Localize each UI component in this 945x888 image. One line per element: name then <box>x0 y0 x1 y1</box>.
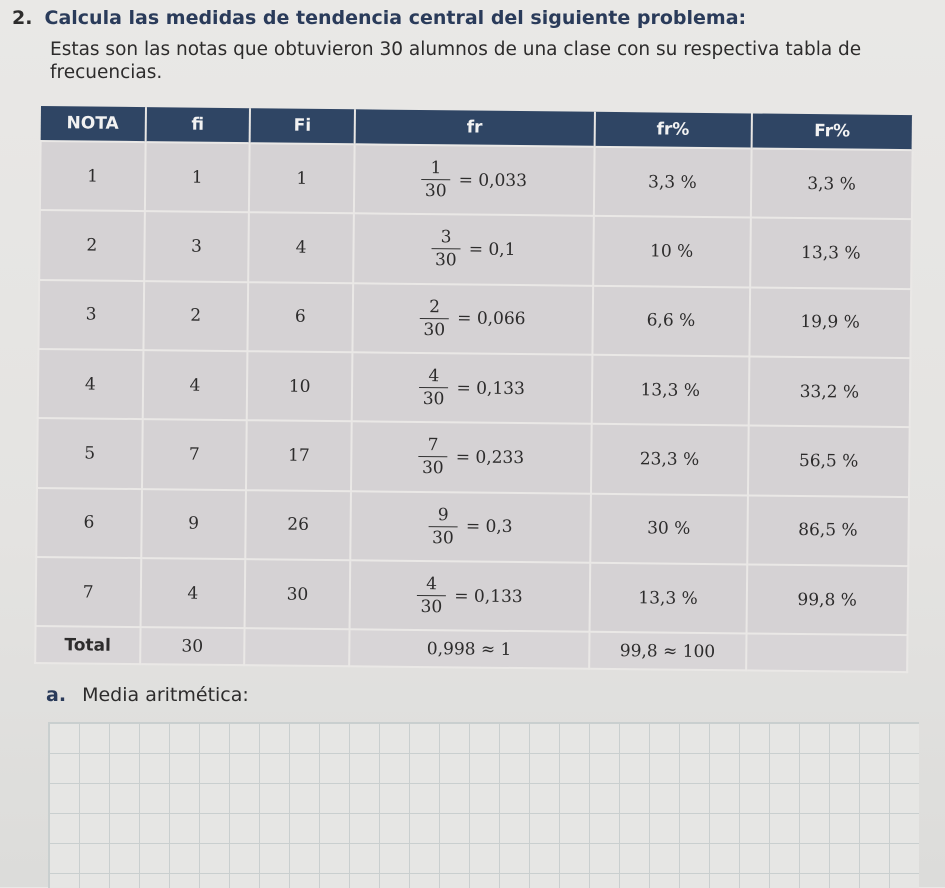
cell-nota: 3 <box>38 280 143 350</box>
problem-description: Estas son las notas que obtuvieron 30 alumnos de una clase con su respectiva tabla de frecuencias. <box>50 39 862 83</box>
fraction-expression <box>431 227 516 273</box>
problem-title: Calcula las medidas de tendencia central del siguiente problema: <box>44 7 747 29</box>
cell-Fr-percent: 13,3 % <box>750 218 912 289</box>
cell-fi: 7 <box>142 419 247 489</box>
fraction-numerator: 9 <box>437 504 449 526</box>
cell-nota: 4 <box>38 349 143 419</box>
header-fr-percent: fr% <box>594 112 751 149</box>
fraction-denominator: 30 <box>431 249 461 272</box>
fraction-numerator: 4 <box>426 574 438 595</box>
fraction <box>419 365 449 410</box>
cell-Fr-percent: 33,2 % <box>748 356 910 427</box>
cell-fr-percent: 13,3 % <box>591 355 749 426</box>
fraction-expression <box>416 573 522 619</box>
fraction-denominator: 30 <box>428 526 458 549</box>
cell-fr <box>349 560 590 632</box>
cell-fr <box>352 283 593 355</box>
cell-Fi: 30 <box>245 559 350 629</box>
table-total-row <box>35 626 907 672</box>
fraction-denominator: 30 <box>418 456 448 479</box>
frequency-table <box>34 106 914 673</box>
cell-fr-percent: 23,3 % <box>591 424 749 495</box>
table-row <box>39 210 912 288</box>
fraction-value: = 0,233 <box>455 447 525 469</box>
answer-grid-area[interactable] <box>48 722 919 888</box>
fraction-expression <box>418 434 524 480</box>
cell-Fi: 17 <box>246 420 351 490</box>
total-fr: 0,998 ≈ 1 <box>349 630 589 669</box>
fraction-expression <box>421 157 527 203</box>
cell-fr-percent: 3,3 % <box>594 147 752 218</box>
fraction <box>428 504 458 549</box>
header-fi: fi <box>145 107 250 143</box>
cell-Fi: 6 <box>248 282 353 352</box>
cell-nota: 2 <box>39 210 144 280</box>
fraction-value: = 0,033 <box>458 170 528 191</box>
table-row <box>38 349 911 427</box>
fraction-expression <box>419 365 525 411</box>
section-a-letter: a. <box>46 684 67 706</box>
cell-Fr-percent: 86,5 % <box>747 495 909 566</box>
fraction <box>431 227 461 272</box>
cell-fr <box>351 422 592 494</box>
fraction <box>419 296 449 341</box>
header-Fi: Fi <box>250 108 355 144</box>
cell-fr-percent: 30 % <box>590 493 748 564</box>
fraction-numerator: 7 <box>427 435 439 456</box>
total-fi: 30 <box>140 627 245 665</box>
cell-Fi: 1 <box>249 143 354 213</box>
table-body <box>35 141 912 672</box>
table-row <box>40 141 913 219</box>
fraction-value: = 0,133 <box>456 378 525 399</box>
problem-number: 2. <box>12 7 33 29</box>
cell-fr-percent: 13,3 % <box>589 563 747 634</box>
cell-fi: 4 <box>140 558 245 628</box>
table-row <box>37 418 910 496</box>
cell-Fi: 10 <box>247 351 352 421</box>
cell-fi: 3 <box>144 211 249 281</box>
fraction-numerator: 1 <box>430 158 442 179</box>
cell-Fr-percent: 99,8 % <box>746 564 908 635</box>
fraction-expression <box>428 504 513 550</box>
fraction-denominator: 30 <box>421 179 451 202</box>
cell-Fr-percent: 3,3 % <box>751 148 913 219</box>
cell-Fr-percent: 56,5 % <box>748 426 910 497</box>
fraction-value: = 0,3 <box>465 516 513 538</box>
table-row <box>36 557 909 635</box>
problem-statement <box>12 6 932 84</box>
cell-fr <box>353 214 594 286</box>
cell-nota: 7 <box>36 557 141 627</box>
fraction-expression <box>419 296 525 342</box>
table-row <box>36 488 909 566</box>
cell-fi: 2 <box>143 281 248 351</box>
fraction <box>421 157 451 202</box>
section-a-heading <box>46 684 249 706</box>
cell-fi: 9 <box>141 489 246 559</box>
fraction <box>416 573 446 618</box>
cell-fr <box>350 491 591 563</box>
cell-fr-percent: 6,6 % <box>592 285 750 356</box>
fraction-value: = 0,133 <box>454 585 523 607</box>
cell-nota: 5 <box>37 418 142 488</box>
total-label: Total <box>35 626 140 664</box>
fraction-numerator: 2 <box>429 296 441 318</box>
fraction-numerator: 4 <box>428 366 440 387</box>
fraction-denominator: 30 <box>419 387 449 410</box>
fraction-denominator: 30 <box>419 318 449 341</box>
total-Fr-percent <box>746 634 908 672</box>
fraction <box>418 434 448 479</box>
cell-Fr-percent: 19,9 % <box>749 287 911 358</box>
cell-Fi: 4 <box>248 213 353 283</box>
cell-fr <box>352 352 593 424</box>
cell-nota: 1 <box>40 141 145 211</box>
problem-heading <box>12 6 932 30</box>
frequency-table-container <box>34 106 914 673</box>
header-fr: fr <box>354 109 594 147</box>
fraction-denominator: 30 <box>416 595 446 618</box>
cell-nota: 6 <box>36 488 141 558</box>
total-fr-percent: 99,8 ≈ 100 <box>589 632 746 670</box>
cell-Fi: 26 <box>246 490 351 560</box>
cell-fi: 4 <box>142 350 247 420</box>
fraction-value: = 0,1 <box>468 239 516 260</box>
fraction-numerator: 3 <box>440 227 452 248</box>
cell-fr <box>354 144 595 216</box>
table-row <box>38 280 911 358</box>
fraction-value: = 0,066 <box>457 308 526 330</box>
cell-fi: 1 <box>145 142 250 212</box>
header-Fr-percent: Fr% <box>751 113 913 150</box>
cell-fr-percent: 10 % <box>593 216 751 287</box>
header-nota: NOTA <box>41 106 146 142</box>
section-a-label: Media aritmética: <box>82 684 249 706</box>
total-Fi <box>244 628 349 666</box>
